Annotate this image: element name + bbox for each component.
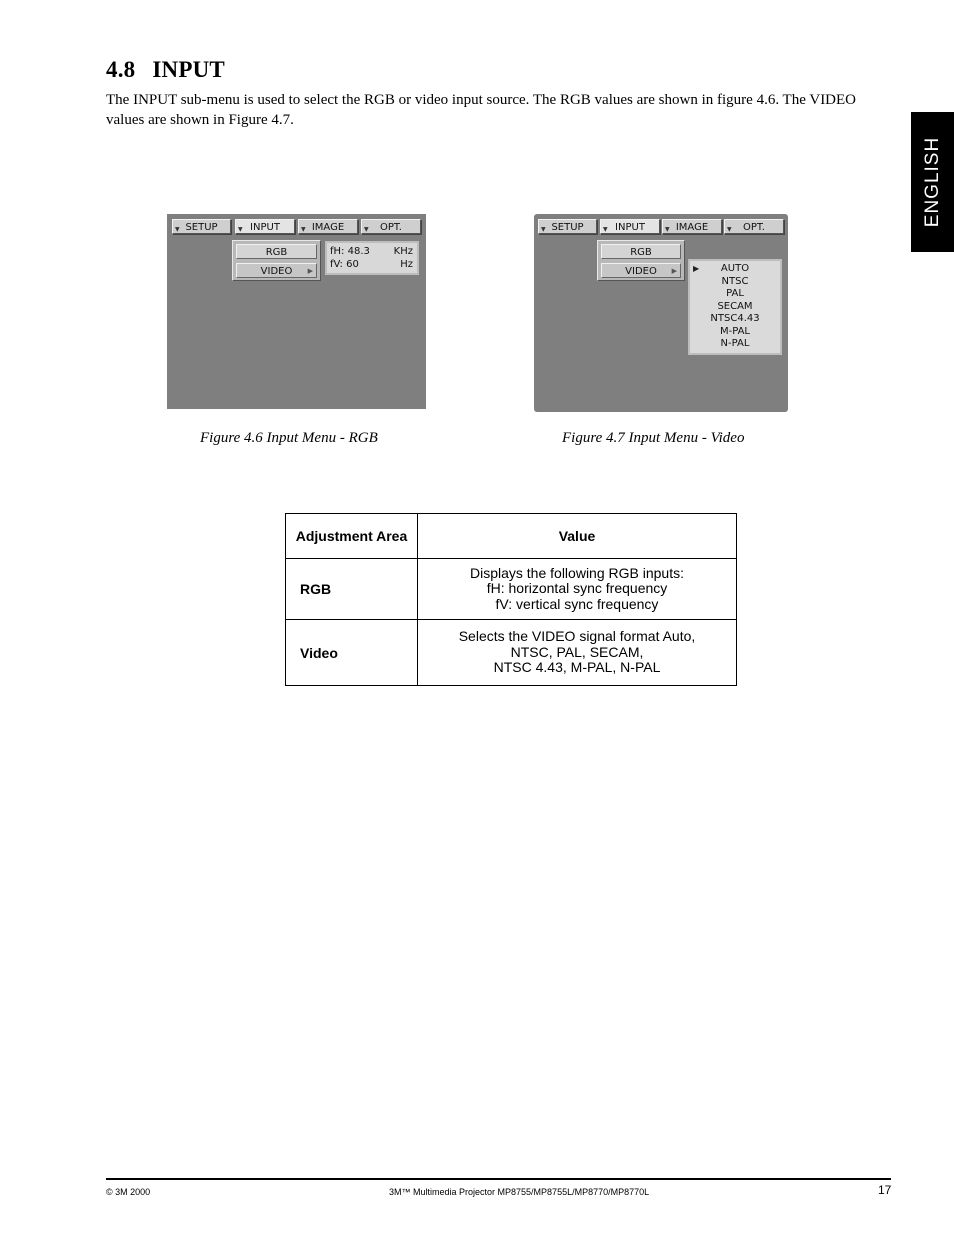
fv-row bbox=[330, 258, 413, 271]
adjustment-table bbox=[285, 513, 737, 686]
fh-unit: KHz bbox=[393, 246, 413, 257]
fh-value: fH: 48.3 bbox=[330, 246, 370, 257]
tab-label: IMAGE bbox=[311, 222, 345, 233]
tab-setup[interactable] bbox=[538, 219, 597, 234]
figure-4-6-caption: Figure 4.6 Input Menu - RGB bbox=[200, 430, 378, 446]
chevron-down-icon: ▼ bbox=[301, 226, 306, 233]
value-line: fH: horizontal sync frequency bbox=[486, 580, 668, 597]
figure-4-7-caption: Figure 4.7 Input Menu - Video bbox=[562, 430, 745, 446]
tab-label: OPT. bbox=[742, 222, 765, 233]
tab-label: INPUT bbox=[250, 222, 280, 233]
tab-opt[interactable] bbox=[361, 219, 421, 234]
value-line: NTSC 4.43, M-PAL, N-PAL bbox=[493, 659, 661, 676]
value-video bbox=[418, 620, 737, 686]
selection-pointer-icon: ▶ bbox=[693, 264, 700, 273]
value-line: NTSC, PAL, SECAM, bbox=[510, 643, 644, 660]
fh-row bbox=[330, 245, 413, 258]
value-line: Selects the VIDEO signal format Auto, bbox=[458, 628, 696, 645]
submenu-item-rgb[interactable]: RGB bbox=[236, 244, 317, 259]
chevron-down-icon: ▼ bbox=[665, 226, 670, 233]
value-line: fV: vertical sync frequency bbox=[495, 595, 659, 612]
chevron-down-icon: ▼ bbox=[727, 226, 732, 233]
chevron-down-icon: ▼ bbox=[364, 226, 369, 233]
tab-image[interactable] bbox=[298, 219, 358, 234]
header-adjustment-area: Adjustment Area bbox=[286, 514, 418, 559]
section-heading bbox=[106, 57, 225, 83]
frequency-readout bbox=[325, 241, 419, 275]
page-number: 17 bbox=[878, 1183, 892, 1197]
chevron-down-icon: ▼ bbox=[603, 226, 608, 233]
video-format-mpal[interactable]: M-PAL bbox=[719, 325, 751, 337]
input-submenu bbox=[232, 240, 321, 281]
fv-value: fV: 60 bbox=[330, 259, 359, 270]
submenu-item-video[interactable] bbox=[601, 263, 681, 278]
chevron-down-icon: ▼ bbox=[175, 226, 180, 233]
table-header-row bbox=[286, 514, 737, 559]
language-tab bbox=[911, 112, 954, 252]
area-video: Video bbox=[286, 620, 418, 686]
submenu-item-label: VIDEO bbox=[625, 266, 657, 277]
value-rgb bbox=[418, 559, 737, 620]
osd-input-menu-video bbox=[534, 214, 788, 412]
tab-label: INPUT bbox=[615, 222, 645, 233]
chevron-down-icon: ▼ bbox=[238, 226, 243, 233]
video-format-ntsc443[interactable]: NTSC4.43 bbox=[710, 313, 760, 324]
table-row bbox=[286, 620, 737, 686]
tab-label: SETUP bbox=[551, 222, 584, 233]
video-format-secam[interactable]: SECAM bbox=[717, 300, 753, 312]
tab-label: IMAGE bbox=[675, 222, 709, 233]
submenu-item-video[interactable] bbox=[236, 263, 317, 278]
video-format-npal[interactable]: N-PAL bbox=[720, 338, 750, 349]
section-intro: The INPUT sub-menu is used to select the RGB or video input source. The RGB values are shown in figure 4.6. The VIDEO values are shown in Figure 4.7. bbox=[106, 92, 857, 128]
table-row bbox=[286, 559, 737, 620]
tab-setup[interactable] bbox=[172, 219, 231, 234]
tab-label: SETUP bbox=[185, 222, 218, 233]
section-title: INPUT bbox=[152, 57, 225, 82]
footer-product: 3M™ Multimedia Projector MP8755/MP8755L/MP8770/MP8770L bbox=[389, 1187, 650, 1197]
video-format-pal[interactable]: PAL bbox=[726, 288, 744, 299]
chevron-right-icon: ▶ bbox=[307, 267, 313, 275]
section-number: 4.8 bbox=[106, 57, 136, 82]
area-rgb: RGB bbox=[286, 559, 418, 620]
tab-input[interactable] bbox=[600, 219, 660, 234]
tab-input[interactable] bbox=[235, 219, 295, 234]
header-value: Value bbox=[418, 514, 737, 559]
tab-image[interactable] bbox=[662, 219, 722, 234]
osd-input-menu-rgb bbox=[167, 214, 426, 409]
footer-copyright: © 3M 2000 bbox=[106, 1187, 151, 1197]
chevron-right-icon: ▶ bbox=[671, 267, 677, 275]
tab-label: OPT. bbox=[379, 222, 402, 233]
fv-unit: Hz bbox=[400, 259, 413, 270]
input-submenu bbox=[597, 240, 685, 281]
video-format-auto[interactable]: AUTO bbox=[720, 263, 750, 274]
video-format-ntsc[interactable]: NTSC bbox=[721, 275, 749, 287]
language-tab-label: ENGLISH bbox=[921, 136, 943, 228]
chevron-down-icon: ▼ bbox=[541, 226, 546, 233]
footer-rule bbox=[106, 1178, 891, 1180]
submenu-item-rgb[interactable]: RGB bbox=[601, 244, 681, 259]
tab-opt[interactable] bbox=[724, 219, 784, 234]
video-format-list bbox=[688, 259, 782, 355]
value-line: Displays the following RGB inputs: bbox=[470, 564, 684, 581]
submenu-item-label: VIDEO bbox=[260, 266, 293, 277]
